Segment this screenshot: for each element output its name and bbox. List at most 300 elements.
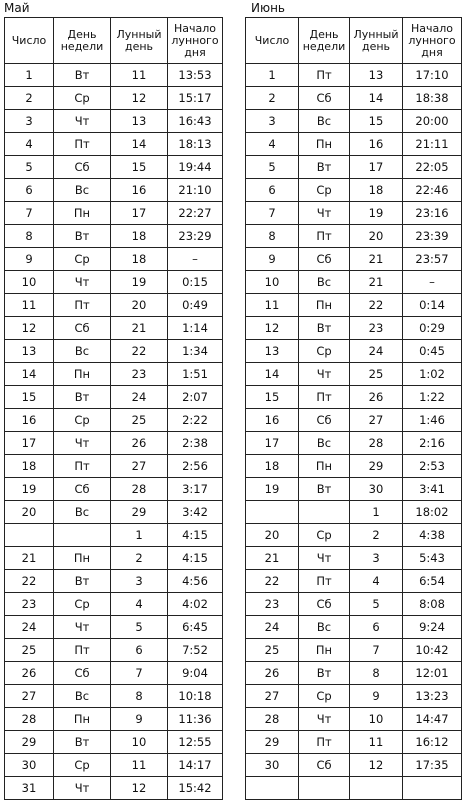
cell-lunar-day: 11 <box>350 731 403 754</box>
table-row <box>246 777 462 800</box>
cell-lunar-start: 18:02 <box>403 501 462 524</box>
cell-lunar-start: 0:29 <box>403 317 462 340</box>
cell-lunar-day: 20 <box>111 294 168 317</box>
cell-lunar-start: 1:34 <box>168 340 223 363</box>
cell-weekday <box>54 524 111 547</box>
header-row <box>5 18 223 64</box>
cell-lunar-day: 14 <box>350 87 403 110</box>
cell-date: 19 <box>246 478 299 501</box>
cell-weekday: Ср <box>54 593 111 616</box>
table-row <box>5 662 223 685</box>
header-row <box>246 18 462 64</box>
cell-lunar-start: 23:16 <box>403 202 462 225</box>
cell-lunar-start: 13:53 <box>168 64 223 87</box>
table-row <box>246 754 462 777</box>
cell-lunar-day: 24 <box>111 386 168 409</box>
cell-weekday: Чт <box>299 202 350 225</box>
table-row <box>246 64 462 87</box>
cell-weekday: Сб <box>299 754 350 777</box>
cell-lunar-day: 7 <box>111 662 168 685</box>
cell-weekday: Сб <box>299 593 350 616</box>
cell-date: 5 <box>5 156 54 179</box>
cell-lunar-day: 2 <box>350 524 403 547</box>
cell-lunar-start: 21:10 <box>168 179 223 202</box>
cell-weekday <box>299 777 350 800</box>
cell-lunar-start: 6:54 <box>403 570 462 593</box>
table-row <box>5 271 223 294</box>
cell-lunar-day: 8 <box>111 685 168 708</box>
cell-lunar-day: 16 <box>350 133 403 156</box>
cell-lunar-day: 21 <box>350 248 403 271</box>
table-row <box>5 616 223 639</box>
cell-lunar-day: 29 <box>111 501 168 524</box>
cell-weekday: Вт <box>54 64 111 87</box>
cell-weekday <box>299 501 350 524</box>
cell-date: 24 <box>246 616 299 639</box>
cell-lunar-day: 23 <box>350 317 403 340</box>
cell-weekday: Вс <box>54 340 111 363</box>
cell-weekday: Вс <box>299 271 350 294</box>
table-row <box>5 455 223 478</box>
table-row <box>246 524 462 547</box>
cell-weekday: Ср <box>54 87 111 110</box>
cell-lunar-start: 7:52 <box>168 639 223 662</box>
cell-lunar-start: – <box>168 248 223 271</box>
cell-lunar-start: 10:42 <box>403 639 462 662</box>
cell-lunar-day: 6 <box>111 639 168 662</box>
cell-weekday: Чт <box>54 110 111 133</box>
cell-date: 31 <box>5 777 54 800</box>
cell-date: 1 <box>246 64 299 87</box>
cell-date: 23 <box>246 593 299 616</box>
cell-weekday: Пт <box>54 294 111 317</box>
cell-weekday: Чт <box>54 616 111 639</box>
june-table <box>245 17 462 800</box>
cell-lunar-start: – <box>403 271 462 294</box>
cell-lunar-start: 8:08 <box>403 593 462 616</box>
cell-lunar-day: 5 <box>111 616 168 639</box>
table-row <box>5 754 223 777</box>
table-row <box>5 478 223 501</box>
table-row <box>246 432 462 455</box>
cell-lunar-day: 17 <box>350 156 403 179</box>
cell-lunar-day: 12 <box>350 754 403 777</box>
cell-date: 17 <box>246 432 299 455</box>
cell-lunar-start: 0:45 <box>403 340 462 363</box>
cell-date: 21 <box>5 547 54 570</box>
cell-weekday: Пт <box>54 455 111 478</box>
table-row <box>5 409 223 432</box>
cell-weekday: Вт <box>299 662 350 685</box>
cell-lunar-start: 22:46 <box>403 179 462 202</box>
cell-lunar-day: 19 <box>350 202 403 225</box>
cell-date: 6 <box>5 179 54 202</box>
cell-date: 11 <box>246 294 299 317</box>
cell-weekday: Ср <box>299 340 350 363</box>
cell-lunar-day: 10 <box>111 731 168 754</box>
cell-lunar-day: 26 <box>111 432 168 455</box>
table-row <box>246 639 462 662</box>
cell-date: 27 <box>246 685 299 708</box>
cell-lunar-day: 10 <box>350 708 403 731</box>
cell-lunar-day: 28 <box>350 432 403 455</box>
table-row <box>5 777 223 800</box>
cell-lunar-day: 27 <box>350 409 403 432</box>
cell-lunar-start: 3:41 <box>403 478 462 501</box>
cell-date <box>246 777 299 800</box>
cell-weekday: Пн <box>54 202 111 225</box>
cell-lunar-start: 9:04 <box>168 662 223 685</box>
cell-lunar-day: 7 <box>350 639 403 662</box>
cell-lunar-start: 5:43 <box>403 547 462 570</box>
cell-lunar-start: 15:42 <box>168 777 223 800</box>
cell-lunar-day: 12 <box>111 777 168 800</box>
table-row <box>5 593 223 616</box>
table-row <box>5 432 223 455</box>
cell-lunar-start: 14:17 <box>168 754 223 777</box>
table-row <box>5 570 223 593</box>
cell-date: 26 <box>5 662 54 685</box>
cell-date: 2 <box>246 87 299 110</box>
cell-date: 18 <box>5 455 54 478</box>
table-row <box>246 317 462 340</box>
table-row <box>246 202 462 225</box>
table-row <box>5 685 223 708</box>
cell-date: 13 <box>246 340 299 363</box>
cell-lunar-start: 0:14 <box>403 294 462 317</box>
cell-weekday: Вс <box>299 110 350 133</box>
cell-date: 7 <box>5 202 54 225</box>
cell-lunar-day: 17 <box>111 202 168 225</box>
cell-weekday: Сб <box>54 662 111 685</box>
cell-date: 13 <box>5 340 54 363</box>
cell-weekday: Сб <box>299 87 350 110</box>
cell-weekday: Вс <box>299 616 350 639</box>
cell-lunar-start: 22:05 <box>403 156 462 179</box>
cell-lunar-start: 2:22 <box>168 409 223 432</box>
table-row <box>5 179 223 202</box>
cell-lunar-start: 13:23 <box>403 685 462 708</box>
header-lunar-day: Лунный день <box>111 18 168 64</box>
cell-date: 20 <box>246 524 299 547</box>
cell-lunar-day: 21 <box>111 317 168 340</box>
cell-lunar-day: 21 <box>350 271 403 294</box>
cell-date: 9 <box>246 248 299 271</box>
cell-lunar-day: 22 <box>111 340 168 363</box>
cell-date: 16 <box>246 409 299 432</box>
header-lunar-start: Начало лунного дня <box>168 18 223 64</box>
cell-lunar-start: 9:24 <box>403 616 462 639</box>
cell-lunar-day: 24 <box>350 340 403 363</box>
table-row <box>246 87 462 110</box>
table-row <box>246 340 462 363</box>
cell-date: 17 <box>5 432 54 455</box>
cell-weekday: Ср <box>54 754 111 777</box>
cell-lunar-start: 4:02 <box>168 593 223 616</box>
cell-lunar-day: 4 <box>350 570 403 593</box>
cell-weekday: Пн <box>54 547 111 570</box>
table-row <box>5 363 223 386</box>
cell-lunar-start: 14:47 <box>403 708 462 731</box>
cell-lunar-day: 16 <box>111 179 168 202</box>
cell-lunar-day: 2 <box>111 547 168 570</box>
cell-lunar-start: 4:56 <box>168 570 223 593</box>
june-caption: Июнь <box>251 1 285 15</box>
cell-weekday: Пт <box>54 133 111 156</box>
cell-lunar-day: 1 <box>350 501 403 524</box>
cell-weekday: Вт <box>54 570 111 593</box>
cell-date: 22 <box>246 570 299 593</box>
cell-date: 23 <box>5 593 54 616</box>
table-row <box>246 616 462 639</box>
cell-lunar-day: 25 <box>350 363 403 386</box>
cell-weekday: Вт <box>54 731 111 754</box>
table-row <box>5 386 223 409</box>
cell-weekday: Сб <box>54 156 111 179</box>
cell-lunar-day: 3 <box>350 547 403 570</box>
header-date: Число <box>246 18 299 64</box>
header-weekday: День недели <box>299 18 350 64</box>
cell-lunar-start: 2:56 <box>168 455 223 478</box>
cell-lunar-start: 0:49 <box>168 294 223 317</box>
cell-date: 2 <box>5 87 54 110</box>
cell-lunar-start: 23:29 <box>168 225 223 248</box>
cell-date: 26 <box>246 662 299 685</box>
cell-date: 12 <box>246 317 299 340</box>
cell-weekday: Чт <box>54 777 111 800</box>
cell-lunar-day: 6 <box>350 616 403 639</box>
cell-lunar-start: 11:36 <box>168 708 223 731</box>
cell-date: 29 <box>5 731 54 754</box>
cell-date: 12 <box>5 317 54 340</box>
cell-lunar-start: 20:00 <box>403 110 462 133</box>
table-row <box>5 501 223 524</box>
cell-date: 14 <box>246 363 299 386</box>
cell-weekday: Вт <box>299 478 350 501</box>
cell-lunar-day: 5 <box>350 593 403 616</box>
cell-lunar-day: 26 <box>350 386 403 409</box>
cell-lunar-day: 28 <box>111 478 168 501</box>
header-lunar-day: Лунный день <box>350 18 403 64</box>
cell-date: 9 <box>5 248 54 271</box>
cell-weekday: Пн <box>299 133 350 156</box>
cell-lunar-day: 18 <box>111 248 168 271</box>
cell-lunar-day: 23 <box>111 363 168 386</box>
cell-date: 27 <box>5 685 54 708</box>
cell-lunar-day: 11 <box>111 754 168 777</box>
table-row <box>5 708 223 731</box>
cell-lunar-start: 3:17 <box>168 478 223 501</box>
cell-date <box>246 501 299 524</box>
cell-lunar-start: 19:44 <box>168 156 223 179</box>
cell-date: 21 <box>246 547 299 570</box>
cell-lunar-start: 2:38 <box>168 432 223 455</box>
cell-lunar-day: 3 <box>111 570 168 593</box>
cell-weekday: Чт <box>299 547 350 570</box>
cell-weekday: Вт <box>299 317 350 340</box>
cell-weekday: Ср <box>54 248 111 271</box>
cell-date: 18 <box>246 455 299 478</box>
cell-date: 28 <box>246 708 299 731</box>
cell-date: 4 <box>5 133 54 156</box>
cell-weekday: Пт <box>299 386 350 409</box>
cell-lunar-start: 12:55 <box>168 731 223 754</box>
cell-weekday: Пн <box>54 363 111 386</box>
may-caption: Май <box>4 1 30 15</box>
table-row <box>246 294 462 317</box>
table-row <box>246 731 462 754</box>
cell-lunar-start: 23:39 <box>403 225 462 248</box>
cell-weekday: Сб <box>54 478 111 501</box>
cell-date: 1 <box>5 64 54 87</box>
cell-lunar-start: 0:15 <box>168 271 223 294</box>
cell-date: 8 <box>246 225 299 248</box>
table-row <box>5 547 223 570</box>
cell-weekday: Пт <box>299 225 350 248</box>
cell-lunar-start: 21:11 <box>403 133 462 156</box>
table-row <box>246 156 462 179</box>
cell-lunar-start: 3:42 <box>168 501 223 524</box>
cell-date: 20 <box>5 501 54 524</box>
cell-lunar-start: 18:38 <box>403 87 462 110</box>
cell-lunar-start: 18:13 <box>168 133 223 156</box>
table-row <box>246 708 462 731</box>
cell-date: 16 <box>5 409 54 432</box>
table-row <box>246 409 462 432</box>
table-row <box>5 202 223 225</box>
cell-date: 10 <box>5 271 54 294</box>
cell-weekday: Вс <box>299 432 350 455</box>
cell-weekday: Вт <box>299 156 350 179</box>
cell-lunar-start: 1:46 <box>403 409 462 432</box>
cell-weekday: Ср <box>299 524 350 547</box>
cell-lunar-start: 2:07 <box>168 386 223 409</box>
cell-date: 24 <box>5 616 54 639</box>
table-row <box>246 455 462 478</box>
cell-date: 3 <box>5 110 54 133</box>
table-row <box>246 685 462 708</box>
table-row <box>5 294 223 317</box>
cell-lunar-day: 18 <box>350 179 403 202</box>
table-row <box>246 547 462 570</box>
cell-weekday: Пт <box>299 64 350 87</box>
cell-lunar-start: 4:38 <box>403 524 462 547</box>
cell-lunar-day: 9 <box>350 685 403 708</box>
cell-lunar-day: 15 <box>350 110 403 133</box>
table-row <box>246 179 462 202</box>
cell-weekday: Вс <box>54 501 111 524</box>
cell-date: 30 <box>246 754 299 777</box>
table-row <box>5 524 223 547</box>
cell-lunar-day: 22 <box>350 294 403 317</box>
cell-lunar-start: 16:12 <box>403 731 462 754</box>
cell-date: 22 <box>5 570 54 593</box>
cell-lunar-day: 1 <box>111 524 168 547</box>
cell-weekday: Сб <box>54 317 111 340</box>
table-row <box>246 593 462 616</box>
cell-weekday: Пт <box>299 731 350 754</box>
cell-lunar-start: 6:45 <box>168 616 223 639</box>
cell-lunar-day: 19 <box>111 271 168 294</box>
cell-date: 4 <box>246 133 299 156</box>
table-row <box>246 225 462 248</box>
cell-weekday: Вс <box>54 685 111 708</box>
table-row <box>246 248 462 271</box>
cell-lunar-day: 11 <box>111 64 168 87</box>
cell-date: 14 <box>5 363 54 386</box>
table-row <box>5 64 223 87</box>
cell-date: 6 <box>246 179 299 202</box>
cell-lunar-day: 20 <box>350 225 403 248</box>
table-row <box>246 478 462 501</box>
cell-lunar-start: 15:17 <box>168 87 223 110</box>
cell-lunar-day: 25 <box>111 409 168 432</box>
header-date: Число <box>5 18 54 64</box>
cell-lunar-day: 9 <box>111 708 168 731</box>
table-row <box>246 501 462 524</box>
table-row <box>246 570 462 593</box>
cell-date: 25 <box>5 639 54 662</box>
cell-date: 11 <box>5 294 54 317</box>
table-row <box>5 248 223 271</box>
table-row <box>246 133 462 156</box>
cell-weekday: Чт <box>299 708 350 731</box>
cell-weekday: Пн <box>299 294 350 317</box>
cell-lunar-start <box>403 777 462 800</box>
table-row <box>5 225 223 248</box>
table-row <box>246 386 462 409</box>
cell-weekday: Пт <box>299 570 350 593</box>
cell-lunar-start: 1:02 <box>403 363 462 386</box>
cell-lunar-day: 30 <box>350 478 403 501</box>
cell-date: 15 <box>5 386 54 409</box>
cell-date <box>5 524 54 547</box>
cell-weekday: Вс <box>54 179 111 202</box>
header-lunar-start: Начало лунного дня <box>403 18 462 64</box>
table-row <box>5 340 223 363</box>
cell-date: 29 <box>246 731 299 754</box>
cell-weekday: Вт <box>54 386 111 409</box>
cell-lunar-start: 17:10 <box>403 64 462 87</box>
table-row <box>5 156 223 179</box>
cell-weekday: Сб <box>299 248 350 271</box>
table-row <box>246 271 462 294</box>
cell-lunar-day: 13 <box>111 110 168 133</box>
cell-weekday: Пн <box>299 455 350 478</box>
cell-date: 5 <box>246 156 299 179</box>
cell-lunar-start: 22:27 <box>168 202 223 225</box>
cell-lunar-start: 12:01 <box>403 662 462 685</box>
cell-lunar-day: 14 <box>111 133 168 156</box>
cell-date: 7 <box>246 202 299 225</box>
cell-lunar-start: 2:16 <box>403 432 462 455</box>
cell-weekday: Чт <box>299 363 350 386</box>
cell-lunar-day: 8 <box>350 662 403 685</box>
table-row <box>5 731 223 754</box>
cell-lunar-start: 1:14 <box>168 317 223 340</box>
cell-lunar-day: 29 <box>350 455 403 478</box>
table-row <box>5 87 223 110</box>
cell-lunar-start: 16:43 <box>168 110 223 133</box>
cell-lunar-start: 1:51 <box>168 363 223 386</box>
cell-lunar-day: 27 <box>111 455 168 478</box>
table-row <box>246 110 462 133</box>
cell-weekday: Сб <box>299 409 350 432</box>
cell-weekday: Пн <box>54 708 111 731</box>
table-row <box>246 662 462 685</box>
cell-weekday: Пт <box>54 639 111 662</box>
cell-weekday: Ср <box>54 409 111 432</box>
